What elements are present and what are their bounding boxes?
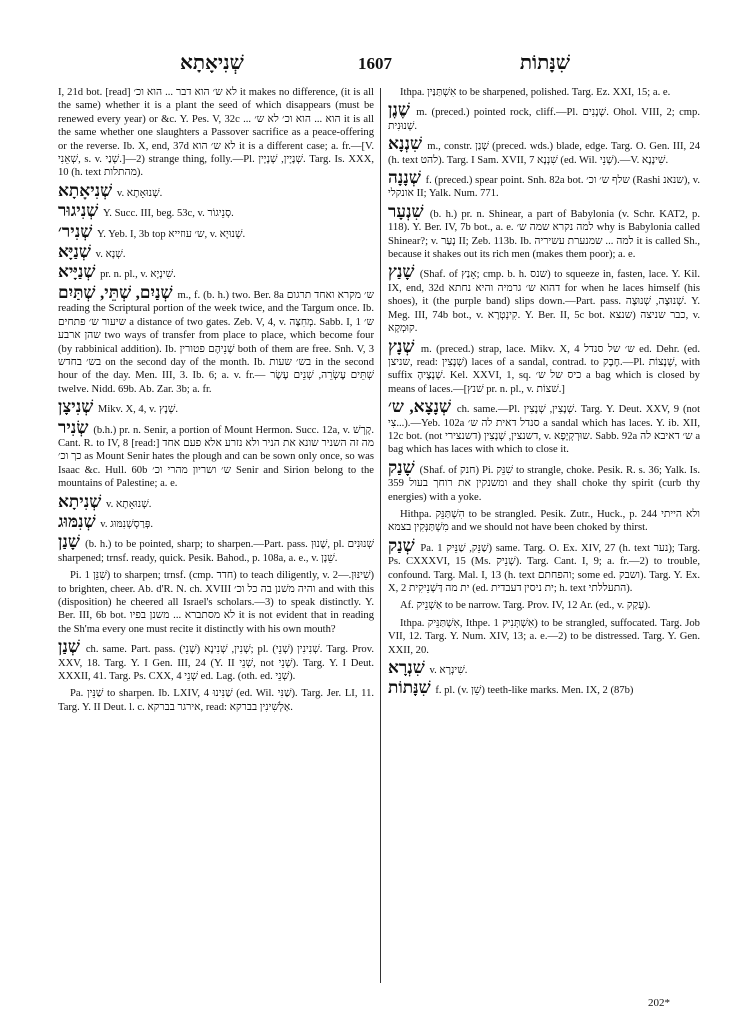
- entry-text: Pa. שַׁנֵּין to sharpen. Ib. LXIV, 4 שַׁנִּינוּ (ed. Wil. שַׁנִּי). Targ. Jer. LI, 11. Targ. Y. II Deut. l. c. אירגר בברקא, read: אַלְשִׁינִין בברקא.: [58, 688, 374, 713]
- dictionary-entry: [388, 508, 700, 535]
- entry-text: Pa. שַׁנֵּק, שַׁנֵּיק 1) same. Targ. O. Ex. XIV, 27 (h. text נער); Targ. Ps. CXXXVI, 15 (Ms. שְׁנֵיק). Targ. Cant. I, 9; a. fr.—2) to trouble, confound. Targ. Mal. I, 13 (h. text והפחתם; some ed. ושבק). Targ. Y. Ex. X, 2 ית מה דַּשְׁנֵיקִית (ed. ית ניסין דעבדית; h. text התעללתי).: [388, 542, 700, 594]
- entry-text: ch. same.—Pl. שְׁנָצִין, שְׁנָצִין. Targ. Y. Deut. XXV, 9 (not צִי...).—Yeb. 102a סנדל דאית לה ש׳ a sandal which has laces. Y. ib. XII, 12c bot. (not דשנצין, שְׁנָצִין (דשנצירי, v. שוּרְקְיָפָא. Sabb. 92a ש׳ דאיבא לה a bag which has laces with which to close it.: [388, 404, 700, 456]
- entry-headword: שְׁנַיִם, שְׁתֵּי, שְׁתַּיִם: [58, 282, 173, 302]
- right-column: [388, 86, 700, 991]
- entry-text: m. (preced.) strap, lace. Mikv. X, 4 ש׳ של סנדל ed. Dehr. (ed. שניצן, read: שְׁנָצִין) laces of a sandal, contrad. to חֶבֶק.—Pl. שְׁנָצוֹת, with suffix שְׁנָצֶיהָ. Kel. XXVI, 1, sq. כיס של ש׳ a bag which is closed by means of laces.—[שׁנץ pr. n. pl., v. שׁצוֹת.]: [388, 343, 700, 395]
- dictionary-entry: [388, 262, 700, 335]
- entry-text: m., constr. שְׁנַן (preced. wds.) blade, edge. Targ. O. Gen. III, 24 (h. text להט). Targ. I Sam. XVII, 7 שִׁנְנָא (ed. Wil. שְׁנֵי).—V. שִׁינָנָא.: [388, 141, 700, 166]
- dictionary-entry: [58, 221, 374, 241]
- entry-text: Pi. שִׁנֵּן 1) to sharpen; trnsf. (cmp. חדד) to teach diligently, v. שִׁינּוּן.—2) to brighten, cheer. Ab. d'R. N. ch. XVIII והיה משׁנן בה כל וכ׳ and with this (disposition) he cheered all Israel's scholars.—3) to speak distinctly. Y. Ber. III, 6b bot. לא מסתברא ... משנן בפיו it is not evident that in reading the Sh'ma every one must recite it distinctly with his own mouth?: [58, 570, 374, 635]
- entry-text: (Shaf. of אָנַץ; cmp. b. h. שנס) to squeeze in, fasten, lace. Y. Kil. IX, end, 32d דהוא ש׳ גרמיה והיא נחתא for when he laces himself (his shoes), it (the purple band) slips down.—Part. pass. שְׁנוּצָה, שְׁנוּצָה. Y. Meg. III, 74b bot., v. קִינְטְרָא. Y. Ber. II, 5c bot. כבר שניצה (שנצא, v. קוּמְקָא.: [388, 269, 700, 335]
- entry-headword: שִׁנָּתוֹת: [388, 678, 431, 698]
- dictionary-entry: [388, 134, 700, 167]
- page-header: [60, 52, 690, 82]
- dictionary-entry: [58, 201, 374, 221]
- entry-text: v. שְׁנוּאָתָא.: [105, 498, 152, 510]
- column-divider: [380, 88, 381, 983]
- dictionary-entry: [388, 535, 700, 596]
- dictionary-entry: [58, 242, 374, 262]
- dictionary-entry: [388, 678, 700, 698]
- entry-text: Ithpa. אִשְׁתַּנֵּיק, Ithpe. אִשְׁתְּנִיק 1) to be strangled, suffocated. Targ. Job VII, 12. Targ. Y. Num. XIV, 13; a. e.—2) to be distressed. Targ. Y. Gen. XXII, 20.: [388, 617, 700, 656]
- dictionary-entry: [58, 262, 374, 282]
- entry-headword: שְׁנָנָה: [388, 168, 421, 188]
- dictionary-entry: [58, 491, 374, 511]
- dictionary-entry: [58, 397, 374, 417]
- entry-text: Hithpa. הִשְׁתַּנֵּק to be strangled. Pesik. Zutr., Huck., p. 244 ולא הייתי מִשְׁתַּנְּקִין בצמא and we should not have been choked by thirst.: [388, 508, 700, 534]
- dictionary-entry: [388, 397, 700, 457]
- dictionary-entry: [58, 569, 374, 636]
- dictionary-entry: [388, 168, 700, 201]
- entry-headword: שֶׁנֶן: [388, 100, 410, 120]
- entry-headword: שְׁנִיגוּר: [58, 201, 99, 221]
- entry-headword: שִׁנְנָא: [388, 134, 423, 154]
- dictionary-entry: [58, 532, 374, 565]
- dictionary-entry: [388, 599, 700, 612]
- entry-text: v. שִׁינְרָא.: [429, 665, 468, 677]
- dictionary-entry: [388, 86, 700, 99]
- entry-text: f. pl. (v. שֵׁן) teeth-like marks. Men. IX, 2 (87b): [435, 685, 634, 697]
- dictionary-entry: [388, 100, 700, 133]
- header-left-word: שְׁנִיאָתָא: [180, 52, 244, 74]
- entry-headword: שְׁנַן: [58, 637, 80, 657]
- entry-text: Y. Yeb. I, 3b top ש׳ עוזייא, v. שְׁנוּיָא.: [96, 228, 246, 240]
- dictionary-entry: [58, 417, 374, 491]
- entry-text: Af. אַשְׁנֵיק to be narrow. Targ. Prov. IV, 12 Ar. (ed., v. עָקַק).: [400, 600, 651, 612]
- entry-headword: שְׁנִיתָא: [58, 491, 102, 511]
- entry-text: Y. Succ. III, beg. 53c, v. סְנֵיגוֹר.: [103, 208, 234, 220]
- dictionary-entry: [58, 637, 374, 683]
- entry-headword: שְׁנָצָא, ש׳: [388, 397, 452, 417]
- entry-text: (Shaf. of חנק) Pi. שִׁנֵּק to strangle, choke. Pesik. R. s. 36; Yalk. Is. 359 ומשנקין את רוחך בעול and they shall choke thy spirit (curb thy energies) with a yoke.: [388, 464, 700, 503]
- dictionary-entry: [58, 282, 374, 396]
- entry-text: v. שְׁנוּאָתָא.: [116, 187, 163, 199]
- entry-text: (b. h.) to be pointed, sharp; to sharpen.—Part. pass. שָׁנוּן, pl. שְׁנוּנִים sharpened; trnsf. ready, quick. Pesik. Bahod., p. 108a, a. e., v. שֵׁנָן.: [58, 539, 374, 564]
- entry-headword: שְׁנִמּוּג: [58, 511, 96, 531]
- entry-headword: שְׁנַיָּא: [58, 242, 91, 262]
- entry-headword: שְׁנִיר׳: [58, 221, 93, 241]
- entry-text: Ithpa. אִשְׁתַּנַּין to be sharpened, polished. Targ. Ez. XXI, 15; a. e.: [400, 87, 671, 98]
- entry-headword: שִׁנְרָא: [388, 658, 425, 678]
- entry-text: Mikv. X, 4, v. שְׁנָץ.: [97, 404, 179, 416]
- dictionary-entry: [58, 511, 374, 531]
- entry-text: (b. h.) pr. n. Shinear, a part of Babylonia (v. Schr. KAT2, p. 118). Y. Ber. IV, 7b bot., a. e. למה נקרא שמה ש׳ why is Babylonia called Shinear?; v. נְעַר II; Zeb. 113b. Ib. למה ... שמנערת עשיריה it is called Sh., because it shakes out its rich men (makes them poor); a. e.: [388, 208, 700, 261]
- entry-text: v. פְּרַסְשְׁנִמּוּג.: [100, 518, 154, 530]
- entry-headword: שָׁנַן: [58, 532, 80, 552]
- entry-headword: שְׁנִיצָן: [58, 397, 94, 417]
- signature-mark: 202*: [648, 997, 670, 1009]
- entry-headword: שְׁנָץ: [388, 336, 415, 356]
- dictionary-entry: [58, 180, 374, 200]
- dictionary-entry: [388, 457, 700, 504]
- dictionary-entry: [58, 687, 374, 714]
- dictionary-entry: [388, 658, 700, 678]
- entry-text: pr. n. pl., v. שִׁינְיָא.: [100, 269, 176, 281]
- entry-headword: שָׁנַק: [388, 457, 415, 477]
- entry-headword: שָׁנַץ: [388, 262, 415, 282]
- entry-headword: שְׁנַק: [388, 535, 415, 555]
- entry-text: f. (preced.) spear point. Snh. 82a bot. שלף ש׳ וכ׳ (Rashi שנאנ), v. אונקלי II; Yalk. Num. 771.: [388, 175, 700, 200]
- entry-text: m. (preced.) pointed rock, cliff.—Pl. שְׁנָנִים. Ohol. VIII, 2; cmp. שְׁנוּנִית.: [388, 107, 700, 132]
- entry-text: (b.h.) pr. n. Senir, a portion of Mount Hermon. Succ. 12a, v. קָרְשׁ. Cant. R. to IV, 8 [read:] מה זה השניר שונא את הניר ולא נזרע אלא פעם אחד כך וכ׳ as Mount Senir hates the plough and can be sown only once, so was Isaac &c. Hull. 60b ש׳ ושריון מהרי וכ׳ Senir and Sirion belong to the mountains of Palestine; a. e.: [58, 424, 374, 490]
- dictionary-entry: [388, 336, 700, 397]
- dictionary-entry: [58, 86, 374, 180]
- dictionary-entry: [388, 617, 700, 657]
- dictionary-entry: [388, 201, 700, 262]
- entry-headword: שְׁנִיאָתָא: [58, 180, 113, 200]
- entry-text: ch. same. Part. pass. שְׁנִין, שְׁנִינָא (שְׁנֵי); pl. שְׁנִינִין (שְׁנֵי). Targ. Prov. XXV, 18. Targ. Y. I Gen. III, 24 (Y. II שְׁנֵי, not שְׁנֵי). Targ. Y. I Deut. XXXII, 41. Targ. Ps. CXX, 4 שְׁנֵי ed. Lag. (oth. ed. שְׁנֵי).: [58, 644, 374, 683]
- entry-text: v. שְׁנָא.: [95, 249, 126, 261]
- entry-text: I, 21d bot. [read] לא ש׳ הוא דבר ... הוא וכ׳ it makes no difference, (it is all the same) whether it is a plant the seed of which disappears (must be renewed every year) or &c. Y. Pes. V, 32c ... הוא ... הוא וכ׳ לא ש׳ it is all the same whether one slaughters a Passover sacrifice as a peace-offering or the reverse. Ib. X, end, 37d לא ש׳ הוא it is a different case; a. fr.—[V. שְׁאֵנִי, s. v. שְׁנַי.]—2) strange thing, folly.—Pl. שְׁנָיָין, שְׁנָיָין. Targ. Is. XXX, 10 (h. text מהתלות).: [58, 87, 374, 179]
- header-right-word: שִׁנָּתוֹת: [519, 52, 570, 74]
- page-number: 1607: [358, 54, 392, 73]
- entry-headword: שְׂנִיר: [58, 417, 89, 437]
- entry-text: m., f. (b. h.) two. Ber. 8a ש׳ מקרא ואחד תרגום reading the Scriptural portion of the week twice, and the Targum once. Ib. שיעור ש׳ פתחים a distance of two gates. Zeb. V, 4, v. מְחִצָּה. Sabb. I, 1 ש׳ שהן ארבע two ways of transfer from place to place, which become four (by rabbinical addition). Ib. שְׁנֵיהֶם פטורין both of them are free. Snh. V, 3 בש׳ בחדש on the second day of the month. Ib. בש׳ שעות in the second hour of the day. Men. III, 3. Ib. 6; a. v. fr.— שְׁתֵּים עֶשְׂרֵה, שְׁנֵים עָשָׂר twelve. Nidd. 69b. Ab. Zar. 3b; a. fr.: [58, 289, 374, 395]
- entry-headword: שִׁנְעָר: [388, 201, 424, 221]
- left-column: [58, 86, 374, 991]
- entry-headword: שְׁנַיָּיא: [58, 262, 96, 282]
